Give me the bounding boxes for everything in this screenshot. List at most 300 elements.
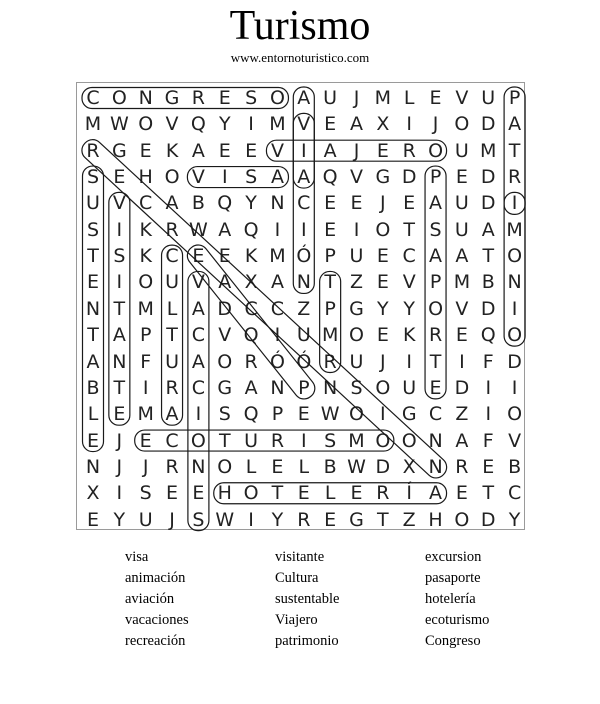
word-list-item: pasaporte: [425, 570, 481, 586]
grid-letter: Z: [297, 297, 311, 320]
grid-letter: U: [165, 271, 179, 294]
grid-letter: H: [217, 482, 232, 505]
grid-letter: C: [270, 297, 285, 320]
grid-letter: E: [139, 429, 152, 452]
grid-letter: M: [137, 297, 154, 320]
grid-letter: O: [428, 139, 444, 162]
grid-letter: J: [432, 113, 439, 136]
grid-letter: T: [166, 324, 178, 347]
grid-letter: M: [321, 324, 339, 347]
grid-letter: I: [142, 376, 149, 399]
grid-letter: I: [195, 403, 202, 426]
grid-letter: R: [402, 139, 416, 162]
grid-letter: O: [349, 403, 364, 426]
grid-letter: E: [218, 245, 231, 268]
grid-letter: E: [324, 218, 337, 241]
grid-letter: X: [402, 455, 416, 478]
grid-letter: A: [508, 113, 522, 136]
grid-letter: Y: [403, 297, 415, 320]
grid-letter: D: [454, 376, 470, 399]
word-list-item: Congreso: [425, 633, 481, 649]
grid-letter: C: [86, 87, 100, 109]
grid-letter: K: [402, 324, 416, 347]
grid-letter: O: [349, 324, 364, 347]
grid-letter: Y: [508, 508, 521, 531]
grid-letter: A: [218, 218, 232, 241]
grid-letter: Z: [402, 508, 416, 531]
grid-letter: O: [190, 429, 206, 452]
grid-letter: A: [218, 271, 232, 294]
grid-letter: R: [507, 166, 522, 189]
grid-letter: L: [245, 455, 257, 478]
grid-letter: E: [350, 192, 363, 215]
grid-letter: I: [459, 350, 465, 373]
grid-letter: I: [274, 324, 281, 347]
grid-letter: M: [374, 87, 392, 109]
grid-letter: S: [245, 87, 258, 109]
grid-letter: M: [453, 271, 471, 294]
grid-letter: K: [139, 245, 152, 268]
grid-letter: P: [429, 271, 442, 294]
grid-letter: A: [429, 192, 443, 215]
grid-letter: Í: [406, 482, 412, 505]
grid-letter: S: [324, 429, 337, 452]
grid-letter: P: [139, 324, 152, 347]
grid-letter: L: [166, 297, 178, 320]
grid-letter: O: [217, 455, 233, 478]
grid-letter: A: [323, 139, 337, 162]
grid-letter: K: [165, 139, 179, 162]
grid-letter: O: [375, 376, 391, 399]
grid-letter: E: [218, 139, 231, 162]
grid-letter: S: [245, 166, 258, 189]
grid-letter: O: [507, 324, 523, 347]
grid-letter: O: [507, 245, 523, 268]
grid-letter: V: [270, 139, 284, 162]
grid-letter: C: [402, 245, 416, 268]
grid-letter: O: [454, 508, 470, 531]
grid-letter: E: [113, 403, 126, 426]
grid-letter: M: [84, 113, 102, 136]
word-list-item: vacaciones: [125, 612, 189, 628]
grid-letter: I: [485, 376, 492, 399]
grid-letter: V: [218, 324, 232, 347]
grid-letter: G: [349, 297, 364, 320]
grid-letter: O: [138, 271, 154, 294]
grid-letter: U: [244, 429, 259, 452]
grid-letter: A: [270, 166, 284, 189]
grid-letter: C: [297, 192, 311, 215]
grid-letter: R: [86, 139, 100, 162]
grid-letter: O: [138, 113, 154, 136]
grid-letter: I: [406, 113, 412, 136]
grid-letter: L: [298, 455, 310, 478]
grid-letter: P: [298, 376, 310, 399]
grid-letter: G: [164, 87, 180, 109]
grid-letter: R: [428, 324, 443, 347]
grid-letter: I: [300, 218, 307, 241]
grid-letter: H: [138, 166, 153, 189]
grid-letter: Y: [377, 297, 389, 320]
grid-letter: W: [188, 218, 208, 241]
grid-letter: A: [350, 113, 363, 136]
grid-letter: T: [377, 508, 389, 531]
grid-letter: Q: [243, 324, 259, 347]
grid-letter: F: [482, 429, 494, 452]
grid-letter: V: [191, 166, 205, 189]
grid-letter: A: [191, 297, 205, 320]
grid-letter: V: [350, 166, 363, 189]
grid-letter: M: [137, 403, 154, 426]
grid-letter: E: [455, 482, 468, 505]
grid-letter: I: [274, 218, 281, 241]
grid-letter: G: [401, 403, 417, 426]
grid-letter: D: [480, 297, 496, 320]
grid-letter: K: [139, 218, 152, 241]
grid-letter: J: [353, 139, 360, 162]
grid-letter: E: [297, 403, 310, 426]
word-list-item: sustentable: [275, 591, 340, 607]
grid-letter: E: [324, 508, 337, 531]
grid-letter: A: [429, 482, 443, 505]
grid-letter: S: [350, 376, 363, 399]
grid-letter: O: [243, 482, 259, 505]
grid-letter: E: [376, 271, 389, 294]
grid-letter: P: [508, 87, 521, 109]
grid-letter: C: [507, 482, 522, 505]
grid-letter: O: [269, 87, 285, 109]
grid-letter: N: [112, 350, 127, 373]
grid-letter: E: [376, 245, 389, 268]
grid-letter: Y: [113, 508, 126, 531]
grid-letter: O: [375, 429, 391, 452]
grid-letter: D: [401, 166, 417, 189]
grid-letter: O: [507, 403, 523, 426]
grid-letter: B: [508, 455, 522, 478]
grid-letter: I: [380, 403, 386, 426]
grid-letter: U: [454, 139, 469, 162]
grid-letter: X: [86, 482, 100, 505]
grid-letter: T: [113, 297, 126, 320]
grid-letter: Ó: [296, 350, 312, 373]
grid-letter: N: [85, 455, 101, 478]
grid-letter: U: [454, 192, 469, 215]
grid-letter: E: [271, 455, 284, 478]
grid-letter: T: [403, 218, 415, 241]
grid-letter: I: [406, 350, 412, 373]
grid-letter: R: [323, 350, 337, 373]
grid-letter: N: [296, 271, 311, 294]
grid-letter: I: [116, 482, 123, 505]
grid-letter: I: [300, 429, 307, 452]
grid-letter: T: [508, 139, 521, 162]
grid-letter: V: [455, 87, 469, 109]
grid-letter: Y: [245, 192, 257, 215]
grid-letter: N: [323, 376, 338, 399]
grid-letter: E: [166, 482, 179, 505]
grid-letter: R: [165, 376, 179, 399]
grid-letter: I: [511, 297, 518, 320]
grid-letter: R: [270, 429, 285, 452]
grid-letter: S: [86, 166, 100, 189]
grid-letter: N: [270, 376, 285, 399]
grid-letter: T: [113, 376, 126, 399]
grid-letter: N: [270, 192, 285, 215]
grid-letter: I: [511, 192, 518, 215]
grid-letter: R: [191, 87, 205, 109]
grid-letter: R: [455, 455, 469, 478]
grid-letter: X: [244, 271, 258, 294]
grid-letter: T: [482, 482, 495, 505]
grid-letter: N: [85, 297, 101, 320]
grid-letter: V: [165, 113, 179, 136]
grid-letter: V: [191, 271, 205, 294]
grid-letter: B: [191, 192, 205, 215]
grid-letter: I: [248, 508, 254, 531]
grid-letter: L: [324, 482, 336, 505]
grid-letter: B: [481, 271, 495, 294]
grid-letter: U: [138, 508, 153, 531]
grid-letter: E: [350, 482, 363, 505]
grid-letter: O: [217, 350, 233, 373]
grid-letter: T: [482, 245, 495, 268]
grid-letter: A: [191, 139, 205, 162]
grid-letter: V: [455, 297, 469, 320]
grid-letter: C: [428, 403, 443, 426]
grid-letter: N: [428, 455, 443, 478]
grid-letter: Z: [455, 403, 469, 426]
grid-letter: C: [191, 376, 206, 399]
grid-letter: D: [507, 350, 522, 373]
grid-letter: Q: [190, 113, 206, 136]
grid-letter: Y: [218, 113, 231, 136]
grid-letter: Q: [243, 218, 259, 241]
grid-letter: I: [511, 376, 518, 399]
grid-letter: W: [347, 455, 366, 478]
grid-letter: U: [86, 192, 100, 215]
grid-letter: I: [221, 166, 228, 189]
grid-letter: J: [353, 87, 360, 109]
grid-letter: R: [244, 350, 258, 373]
grid-letter: U: [349, 245, 364, 268]
word-list-item: Viajero: [275, 612, 318, 628]
grid-letter: E: [192, 482, 205, 505]
grid-letter: D: [375, 455, 391, 478]
grid-letter: I: [116, 218, 123, 241]
grid-letter: V: [508, 429, 522, 452]
grid-letter: Y: [271, 508, 284, 531]
grid-letter: E: [455, 166, 468, 189]
grid-letter: U: [296, 324, 311, 347]
grid-letter: A: [270, 271, 284, 294]
grid-letter: S: [218, 403, 231, 426]
grid-letter: E: [86, 429, 99, 452]
word-list-item: hotelería: [425, 591, 476, 607]
grid-letter: E: [139, 139, 152, 162]
grid-letter: E: [429, 87, 442, 109]
grid-letter: V: [112, 192, 126, 215]
grid-letter: Q: [480, 324, 496, 347]
grid-letter: U: [402, 376, 417, 399]
grid-letter: S: [192, 508, 205, 531]
grid-letter: D: [217, 297, 233, 320]
grid-letter: N: [138, 87, 153, 109]
grid-letter: E: [86, 508, 99, 531]
word-list-item: recreación: [125, 633, 186, 649]
grid-letter: B: [86, 376, 100, 399]
grid-letter: G: [217, 376, 233, 399]
grid-letter: M: [348, 429, 365, 452]
grid-letter: E: [429, 376, 442, 399]
grid-letter: O: [401, 429, 417, 452]
word-list-item: Cultura: [275, 570, 319, 586]
grid-letter: T: [429, 350, 442, 373]
grid-letter: E: [113, 166, 126, 189]
grid-letter: Q: [243, 403, 259, 426]
grid-letter: O: [375, 218, 391, 241]
grid-letter: R: [165, 218, 179, 241]
grid-letter: A: [455, 245, 469, 268]
grid-letter: F: [482, 350, 494, 373]
word-list-item: patrimonio: [275, 633, 339, 649]
grid-letter: Q: [217, 192, 233, 215]
grid-letter: E: [403, 192, 416, 215]
grid-letter: E: [324, 192, 337, 215]
grid-letter: M: [506, 218, 523, 241]
word-list-item: aviación: [125, 591, 175, 607]
grid-letter: W: [320, 403, 340, 426]
grid-letter: I: [485, 403, 492, 426]
grid-letter: E: [218, 87, 231, 109]
grid-letter: R: [376, 482, 390, 505]
grid-letter: A: [244, 376, 258, 399]
grid-letter: O: [164, 166, 180, 189]
grid-letter: C: [191, 324, 206, 347]
grid-letter: J: [169, 508, 175, 531]
grid-letter: J: [116, 455, 123, 478]
grid-letter: U: [349, 350, 364, 373]
grid-letter: J: [116, 429, 123, 452]
grid-letter: D: [480, 508, 496, 531]
grid-letter: A: [165, 192, 179, 215]
word-list-item: ecoturismo: [425, 612, 490, 628]
grid-letter: P: [324, 245, 336, 268]
grid-letter: U: [454, 218, 469, 241]
grid-letter: G: [111, 139, 127, 162]
grid-letter: Ó: [296, 245, 312, 268]
grid-letter: I: [353, 218, 360, 241]
grid-letter: F: [140, 350, 152, 373]
grid-letter: X: [376, 113, 390, 136]
grid-letter: N: [507, 271, 522, 294]
grid-letter: L: [403, 87, 415, 109]
letter-grid: [80, 86, 523, 531]
grid-letter: N: [191, 455, 206, 478]
grid-letter: A: [297, 87, 311, 109]
grid-letter: E: [324, 113, 337, 136]
grid-letter: E: [376, 139, 389, 162]
grid-letter: D: [480, 166, 496, 189]
grid-letter: W: [109, 113, 129, 136]
word-list-item: visitante: [275, 549, 325, 565]
grid-letter: S: [86, 218, 100, 241]
word-list-item: excursion: [425, 549, 482, 565]
grid-letter: E: [455, 324, 468, 347]
grid-letter: I: [300, 139, 307, 162]
grid-letter: L: [87, 403, 99, 426]
grid-letter: H: [428, 508, 443, 531]
grid-letter: O: [111, 87, 127, 109]
grid-letter: A: [112, 324, 126, 347]
grid-letter: U: [323, 87, 338, 109]
grid-letter: I: [116, 271, 123, 294]
grid-letter: M: [269, 113, 286, 136]
word-list-item: animación: [125, 570, 186, 586]
grid-letter: P: [271, 403, 284, 426]
grid-letter: I: [248, 113, 254, 136]
word-list-item: visa: [125, 549, 149, 565]
grid-letter: E: [86, 271, 99, 294]
grid-letter: Z: [349, 271, 364, 294]
grid-letter: D: [480, 113, 496, 136]
grid-letter: V: [297, 113, 311, 136]
grid-letter: A: [165, 403, 179, 426]
grid-letter: U: [481, 87, 496, 109]
grid-letter: B: [323, 455, 337, 478]
grid-letter: T: [87, 245, 99, 268]
grid-letter: T: [87, 324, 99, 347]
grid-letter: C: [165, 245, 179, 268]
grid-letter: R: [165, 455, 179, 478]
grid-letter: E: [192, 245, 205, 268]
grid-letter: A: [191, 350, 205, 373]
grid-letter: P: [429, 166, 442, 189]
grid-letter: T: [324, 271, 336, 294]
grid-letter: A: [86, 350, 100, 373]
grid-letter: M: [269, 245, 286, 268]
grid-letter: S: [139, 482, 152, 505]
grid-letter: J: [380, 350, 386, 373]
grid-letter: U: [165, 350, 179, 373]
grid-letter: G: [349, 508, 364, 531]
grid-letter: O: [454, 113, 470, 136]
grid-letter: N: [428, 429, 443, 452]
grid-letter: J: [142, 455, 149, 478]
grid-letter: W: [215, 508, 235, 531]
grid-letter: A: [429, 245, 443, 268]
grid-letter: S: [429, 218, 442, 241]
grid-letter: P: [324, 297, 336, 320]
grid-letter: D: [480, 192, 496, 215]
grid-letter: E: [376, 324, 389, 347]
grid-letter: O: [428, 297, 444, 320]
grid-letter: E: [297, 482, 310, 505]
grid-letter: C: [244, 297, 258, 320]
grid-letter: E: [245, 139, 258, 162]
grid-letter: R: [297, 508, 311, 531]
grid-letter: E: [482, 455, 495, 478]
grid-letter: A: [297, 166, 311, 189]
grid-letter: A: [481, 218, 495, 241]
grid-letter: G: [375, 166, 391, 189]
page-title: Turismo: [229, 3, 371, 49]
grid-letter: T: [218, 429, 231, 452]
site-url: www.entornoturistico.com: [230, 50, 370, 65]
grid-letter: J: [380, 192, 386, 215]
grid-letter: C: [139, 192, 153, 215]
grid-letter: T: [271, 482, 284, 505]
grid-letter: A: [455, 429, 469, 452]
